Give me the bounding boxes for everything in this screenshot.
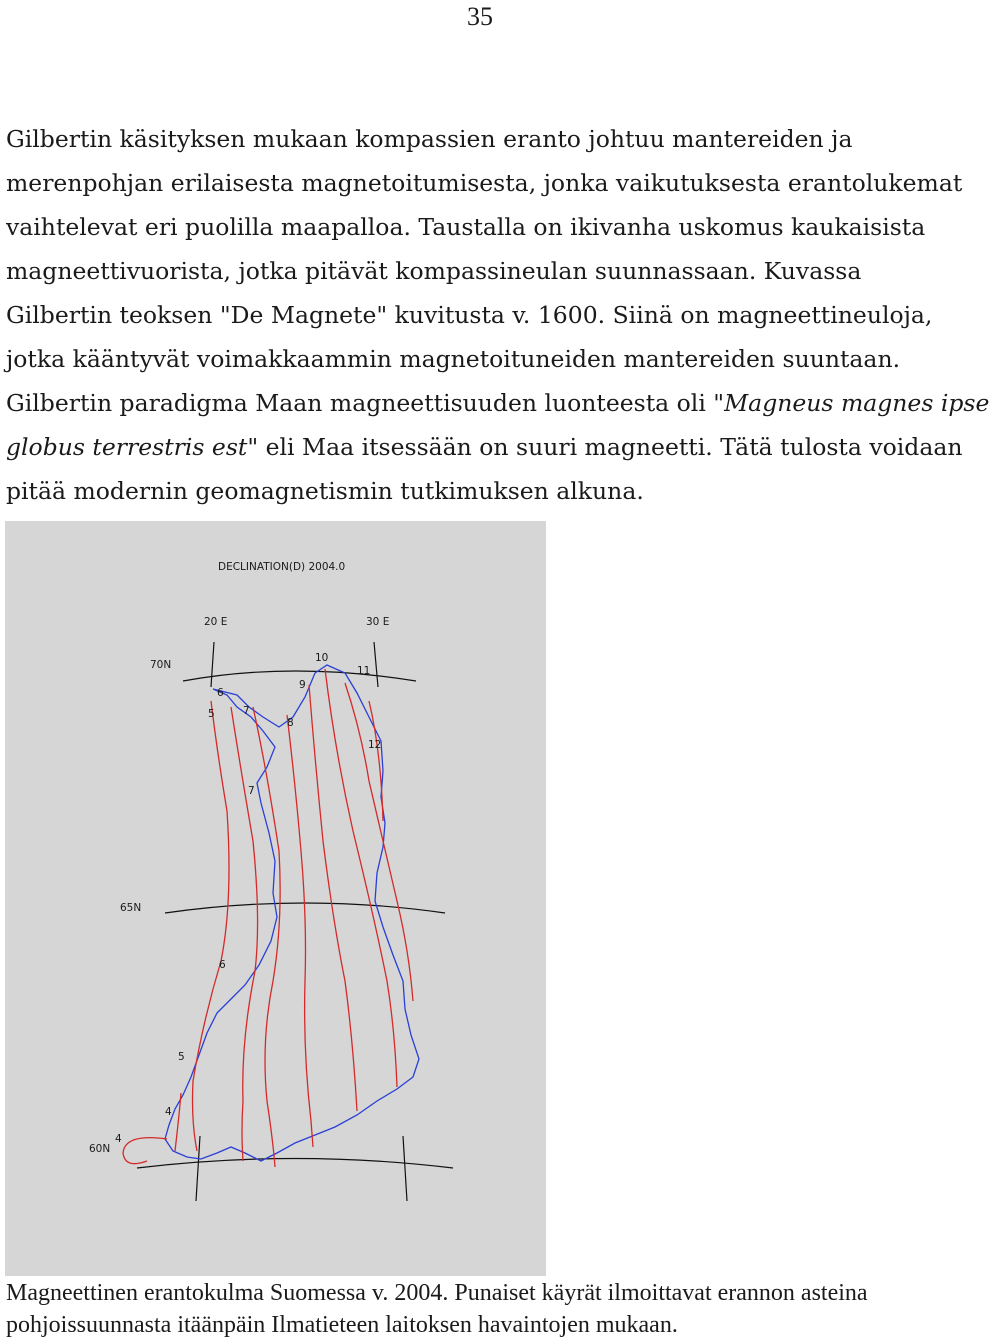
- body-paragraph: [6, 117, 989, 513]
- latitude-label: 65N: [120, 902, 142, 914]
- paragraph-line: jotka kääntyvät voimakkaammin magnetoituneiden mantereiden suuntaan.: [6, 345, 901, 373]
- parallel-60n: [137, 1159, 453, 1169]
- contour-label: 8: [287, 717, 294, 729]
- paragraph-line: merenpohjan erilaisesta magnetoitumisesta, jonka vaikutuksesta erantolukemat: [6, 169, 963, 197]
- paragraph-line: Gilbertin paradigma Maan magneettisuuden luonteesta oli "Magneus magnes ipse: [6, 389, 989, 417]
- paragraph-line: pitää modernin geomagnetismin tutkimuksen alkuna.: [6, 477, 644, 505]
- meridian-30e-south: [403, 1136, 407, 1201]
- paragraph-line: globus terrestris est" eli Maa itsessään on suuri magneetti. Tätä tulosta voidaan: [6, 433, 963, 461]
- isogonic-line-6: [231, 707, 258, 1161]
- contour-label: 10: [315, 652, 329, 664]
- isogonic-line-12: [369, 701, 383, 821]
- meridian-20e: [211, 642, 214, 687]
- contour-label: 5: [208, 708, 215, 720]
- contour-label: 6: [217, 687, 224, 699]
- latitude-label: 70N: [150, 659, 172, 671]
- paragraph-line: Gilbertin käsityksen mukaan kompassien eranto johtuu mantereiden ja: [6, 125, 853, 153]
- isogonic-line-10: [325, 669, 397, 1087]
- contour-label: 11: [357, 665, 371, 677]
- figure-caption: [6, 1277, 960, 1341]
- isogonic-line-4b: [175, 1093, 181, 1151]
- contour-label: 4: [115, 1133, 122, 1145]
- contour-label: 5: [178, 1051, 185, 1063]
- paragraph-line: vaihtelevat eri puolilla maapalloa. Taustalla on ikivanha uskomus kaukaisista: [6, 213, 926, 241]
- declination-map: [5, 521, 546, 1276]
- isogonic-line-5: [193, 701, 230, 1151]
- caption-line: pohjoissuunnasta itäänpäin Ilmatieteen laitoksen havaintojen mukaan.: [6, 1312, 678, 1338]
- paragraph-line: Gilbertin teoksen "De Magnete" kuvitusta v. 1600. Siinä on magneettineuloja,: [6, 301, 933, 329]
- isogonic-line-9: [309, 685, 357, 1111]
- meridian-30e: [374, 642, 378, 687]
- page-number: 35: [467, 2, 493, 31]
- contour-label: 6: [219, 959, 226, 971]
- contour-label: 9: [299, 679, 306, 691]
- contour-label: 7: [243, 705, 250, 717]
- contour-label: 4: [165, 1106, 172, 1118]
- graticule: [137, 642, 453, 1201]
- latitude-label: 60N: [89, 1143, 111, 1155]
- longitude-label: 20 E: [204, 616, 228, 628]
- contour-label: 7: [248, 785, 255, 797]
- caption-line: Magneettinen erantokulma Suomessa v. 2004. Punaiset käyrät ilmoittavat erannon asteina: [6, 1280, 868, 1306]
- longitude-label: 30 E: [366, 616, 390, 628]
- contour-label: 12: [368, 739, 382, 751]
- paragraph-line: magneettivuorista, jotka pitävät kompassineulan suunnassaan. Kuvassa: [6, 257, 862, 285]
- isogonic-line-8: [287, 715, 313, 1147]
- map-title: DECLINATION(D) 2004.0: [218, 561, 346, 573]
- isogonic-line-4: [123, 1138, 167, 1164]
- declination-map-figure: [5, 521, 546, 1276]
